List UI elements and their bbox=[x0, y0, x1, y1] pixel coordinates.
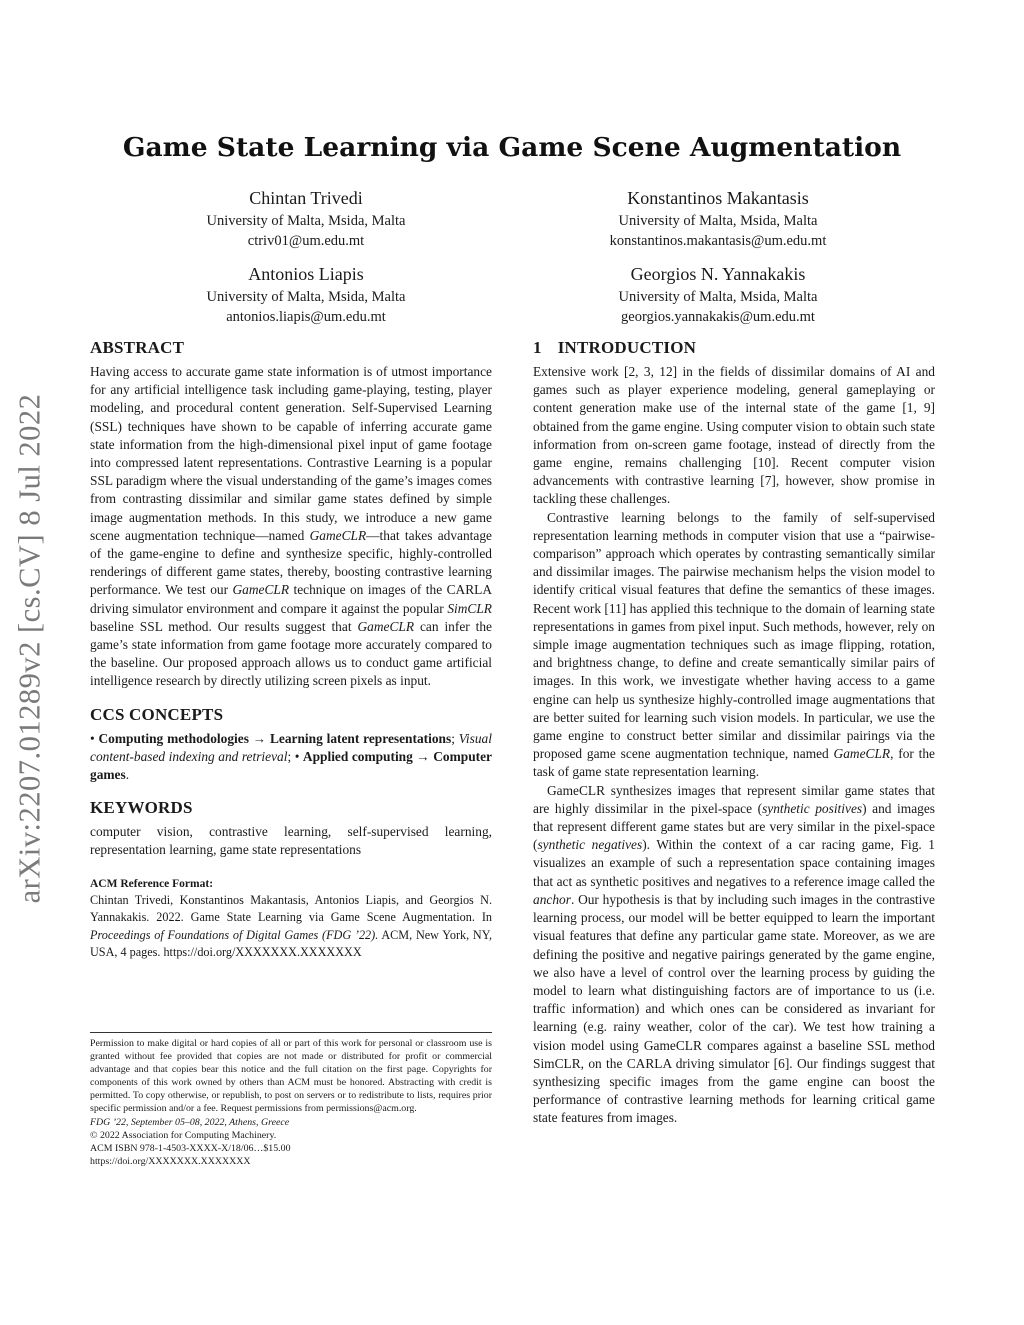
author-name: Chintan Trivedi bbox=[249, 188, 363, 208]
author-email: ctriv01@um.edu.mt bbox=[247, 233, 365, 249]
arxiv-sidebar bbox=[0, 372, 60, 924]
acm-reference-text: Chintan Trivedi, Konstantinos Makantasis, Antonios Liapis, and Georgios N. Yannakakis. 2022. Game State Learning via Game Scene Augmentation. In Proceedings of Foundations of Digital Games (FDG ’22). ACM, New York, NY, USA, 4 pages. https://doi.org/XXXXXXX.XXXXXXX bbox=[90, 892, 492, 960]
isbn-line: ACM ISBN 978-1-4503-XXXX-X/18/06…$15.00 bbox=[90, 1142, 291, 1154]
intro-paragraph: Extensive work [2, 3, 12] in the fields of dissimilar domains of AI and games such as player experience modeling, general gameplaying or content generation make use of the internal state of the game [1, 9] obtained from the game engine. Using computer vision to obtain such state information from on-screen game footage, instead of directly from the game engine, remains challenging [10]. Recent computer vision advancements with contrastive learning [7], however, show promise in tackling these challenges. bbox=[533, 364, 935, 507]
intro-paragraph: GameCLR synthesizes images that represent similar game states that are highly dissimilar in the pixel-space (synthetic positives) and images that represent different game states but are very similar in the pixel-space (synthetic negatives). Within the context of a car racing game, Fig. 1 visualizes an example of such a representation space containing images that act as synthetic positives and negatives to a reference image called the anchor. Our hypothesis is that by including such images in the contrastive learning process, our model will be better equipped to learn the important visual features that define any particular game state. Moreover, as we are defining the positive and negative pairings generated by the game engine, we also have a level of control over the learning process by guiding the model to learn what distinguishing factors are of importance to us (i.e. traffic information) and which ones can be considered as invariant for learning (e.g. rainy weather, color of the car). We test how training a vision model using GameCLR compares against a baseline SSL method SimCLR, on the CARLA driving simulator [6]. Our findings suggest that synthesizing specific images from the game engine can boost the performance of contrastive learning methods for learning critical game state features from images. bbox=[533, 782, 935, 1126]
author-block bbox=[96, 186, 516, 251]
author-block bbox=[96, 262, 516, 327]
author-affiliation: University of Malta, Msida, Malta bbox=[618, 213, 818, 229]
author-name: Georgios N. Yannakakis bbox=[630, 264, 806, 284]
keywords-text: computer vision, contrastive learning, self-supervised learning, representation learning, game state representations bbox=[90, 824, 492, 858]
author-block bbox=[508, 186, 928, 251]
author-block bbox=[508, 262, 928, 327]
introduction-heading: 1 INTRODUCTION bbox=[533, 338, 697, 357]
author-name: Antonios Liapis bbox=[248, 264, 364, 284]
permission-text: Permission to make digital or hard copies of all or part of this work for personal or classroom use is granted without fee provided that copies are not made or distributed for profit or commercial advantage and that copies bear this notice and the full citation on the first page. Copyrights for components of this work owned by others than ACM must be honored. Abstracting with credit is permitted. To copy otherwise, or republish, to post on servers or to redistribute to lists, requires prior specific permission and/or a fee. Request permissions from permissions@acm.org. bbox=[90, 1038, 492, 1115]
paper-title: Game State Learning via Game Scene Augmentation bbox=[122, 132, 902, 163]
ccs-concepts-text: • Computing methodologies → Learning latent representations; Visual content-based indexing and retrieval; • Applied computing → Computer games. bbox=[90, 730, 492, 783]
author-affiliation: University of Malta, Msida, Malta bbox=[206, 289, 406, 305]
keywords-heading: KEYWORDS bbox=[90, 798, 193, 818]
conference-info: FDG ’22, September 05–08, 2022, Athens, Greece bbox=[90, 1116, 290, 1128]
copyright-line: © 2022 Association for Computing Machinery. bbox=[90, 1129, 277, 1141]
ccs-concepts-heading: CCS CONCEPTS bbox=[90, 704, 224, 724]
acm-reference-heading: ACM Reference Format: bbox=[90, 877, 214, 890]
author-email: georgios.yannakakis@um.edu.mt bbox=[621, 309, 815, 325]
author-email: konstantinos.makantasis@um.edu.mt bbox=[609, 233, 827, 249]
doi-link[interactable]: https://doi.org/XXXXXXX.XXXXXXX bbox=[90, 1155, 251, 1167]
author-affiliation: University of Malta, Msida, Malta bbox=[206, 213, 406, 229]
author-name: Konstantinos Makantasis bbox=[627, 188, 809, 208]
left-column bbox=[90, 338, 492, 962]
author-email: antonios.liapis@um.edu.mt bbox=[226, 309, 386, 325]
author-affiliation: University of Malta, Msida, Malta bbox=[618, 289, 818, 305]
intro-paragraph: Contrastive learning belongs to the family of self-supervised representation learning methods in computer vision that use a “pairwise-comparison” approach which operates by contrasting semantically similar and dissimilar images. The pairwise mechanism helps the vision model to identify critical visual features that define the semantics of these images. Recent work [11] has applied this technique to the domain of learning state representations in games from pixel input. Such methods, however, rely on simple image augmentation techniques such as image flipping, rotation, and brightness change, to define and create semantically similar pairs of images. In this work, we investigate whether having access to a game engine can help us synthesize highly-controlled image augmentations that are better suited for learning such vision models. In particular, we use the game engine to construct better similar and dissimilar pairings via the proposed game scene augmentation technique, named GameCLR, for the task of game state representation learning. bbox=[533, 509, 935, 780]
arxiv-identifier: arXiv:2207.01289v2 [cs.CV] 8 Jul 2022 bbox=[12, 393, 47, 903]
abstract-heading: ABSTRACT bbox=[90, 338, 185, 357]
abstract-text: Having access to accurate game state information is of utmost importance for any artificial intelligence task including game-playing, testing, player modeling, and procedural content generation. Self-Supervised Learning (SSL) techniques have shown to be capable of inferring accurate game state information from the high-dimensional pixel input of game footage into compressed latent representations. Contrastive Learning is a popular SSL paradigm where the visual understanding of the game’s images comes from contrasting dissimilar and similar game states defined by simple image augmentation methods. In this study, we introduce a new game scene augmentation technique—named GameCLR—that takes advantage of the game-engine to define and synthesize specific, highly-controlled renderings of different game states, thereby, boosting contrastive learning performance. We test our GameCLR technique on images of the CARLA driving simulator environment and compare it against the popular SimCLR baseline SSL method. Our results suggest that GameCLR can infer the game’s state information from game footage more accurately compared to the baseline. Our proposed approach allows us to conduct game artificial intelligence research by directly utilizing screen pixels as input. bbox=[90, 364, 493, 689]
right-column bbox=[533, 338, 935, 1128]
permission-footnote bbox=[90, 1032, 492, 1168]
